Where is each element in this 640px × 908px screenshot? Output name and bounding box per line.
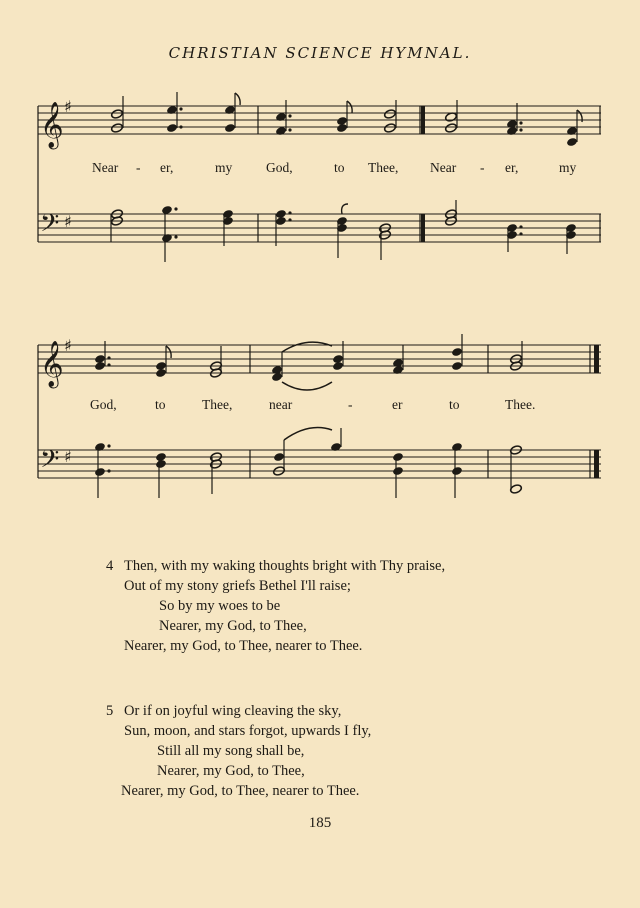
dot — [519, 121, 522, 124]
lyric-syllable: near — [269, 397, 293, 412]
quarter-note — [275, 216, 287, 226]
dot — [179, 125, 182, 128]
quarter-note — [451, 466, 463, 476]
quarter-note — [155, 459, 167, 469]
slur — [284, 428, 332, 440]
verse-line: Still all my song shall be, — [157, 743, 305, 759]
verse-line: Nearer, my God, to Thee, — [157, 763, 305, 779]
verse-line: Nearer, my God, to Thee, nearer to Thee. — [121, 783, 360, 799]
dot — [179, 107, 182, 110]
dot — [519, 232, 522, 235]
verse-line: So by my woes to be — [159, 598, 281, 614]
dot — [288, 218, 291, 221]
page-header: CHRISTIAN SCIENCE HYMNAL. — [168, 44, 472, 62]
lyric-syllable: er, — [505, 160, 519, 175]
half-note — [111, 123, 124, 134]
final-barline-thick — [594, 450, 599, 478]
note-flag — [235, 93, 240, 105]
quarter-note — [566, 137, 578, 147]
dot — [174, 207, 177, 210]
verse-number: 5 — [106, 703, 114, 719]
verse-line: Or if on joyful wing cleaving the sky, — [124, 703, 342, 719]
sharp-icon: ♯ — [64, 447, 72, 466]
sharp-icon: ♯ — [64, 336, 72, 355]
half-note — [111, 109, 124, 120]
dot — [107, 356, 110, 359]
quarter-note — [451, 347, 463, 357]
sharp-icon: ♯ — [64, 97, 72, 116]
dot — [107, 363, 110, 366]
quarter-note — [94, 361, 106, 371]
lyric-syllable: my — [215, 160, 233, 175]
lyric-syllable: Near — [430, 160, 457, 175]
quarter-note — [155, 368, 167, 378]
lyric-syllable: to — [334, 160, 345, 175]
quarter-note — [451, 442, 463, 452]
quarter-note — [332, 361, 344, 371]
quarter-note — [224, 123, 236, 133]
lyric-syllable: Thee, — [368, 160, 399, 175]
lyric-syllable: my — [559, 160, 577, 175]
half-note — [384, 123, 397, 134]
lyric-syllable: Thee, — [202, 397, 233, 412]
treble-clef-icon: 𝄞 — [40, 102, 64, 148]
half-note — [445, 123, 458, 134]
dot — [288, 114, 291, 117]
quarter-note — [94, 442, 106, 452]
quarter-note — [392, 452, 404, 462]
lyric-syllable: God, — [90, 397, 117, 412]
dot — [288, 211, 291, 214]
bass-clef-icon: 𝄢 — [40, 209, 60, 244]
verse-line: Nearer, my God, to Thee, — [159, 618, 307, 634]
half-note — [384, 109, 397, 120]
thick-barline — [421, 214, 425, 242]
note-flag — [342, 204, 348, 214]
quarter-note — [392, 466, 404, 476]
verse-4 — [0, 556, 640, 666]
lyric-syllable: God, — [266, 160, 293, 175]
bass-clef-icon: 𝄢 — [40, 445, 60, 480]
lyric-syllable: er, — [160, 160, 174, 175]
verse-line: Sun, moon, and stars forgot, upwards I fly, — [124, 723, 372, 739]
lyric-syllable: - — [136, 160, 141, 175]
lyric-syllable: - — [348, 397, 353, 412]
slur — [282, 382, 332, 390]
page-number: 185 — [308, 815, 332, 831]
quarter-note — [166, 123, 178, 133]
treble-clef-icon: 𝄞 — [40, 341, 64, 387]
verse-5 — [0, 701, 640, 811]
lyric-syllable: Near — [92, 160, 119, 175]
quarter-note — [451, 361, 463, 371]
quarter-note — [273, 452, 285, 462]
lyric-syllable: Thee. — [505, 397, 536, 412]
lyric-syllable: to — [155, 397, 166, 412]
thick-barline — [421, 106, 425, 134]
lyric-syllable: er — [392, 397, 403, 412]
quarter-note — [94, 467, 106, 477]
dot — [288, 128, 291, 131]
verse-line: Then, with my waking thoughts bright with Thy praise, — [124, 558, 446, 574]
quarter-note — [336, 123, 348, 133]
dot — [107, 469, 110, 472]
lyric-syllable: - — [480, 160, 485, 175]
dot — [519, 128, 522, 131]
final-barline-thick — [594, 345, 599, 373]
dot — [107, 444, 110, 447]
dot — [174, 235, 177, 238]
verse-line: Nearer, my God, to Thee, nearer to Thee. — [124, 638, 363, 654]
sharp-icon: ♯ — [64, 212, 72, 231]
dot — [519, 225, 522, 228]
quarter-note — [330, 442, 342, 452]
note-flag — [347, 101, 352, 113]
slur — [282, 342, 332, 352]
verse-number: 4 — [106, 558, 114, 574]
verse-line: Out of my stony griefs Bethel I'll raise; — [124, 578, 351, 594]
lyric-syllable: to — [449, 397, 460, 412]
